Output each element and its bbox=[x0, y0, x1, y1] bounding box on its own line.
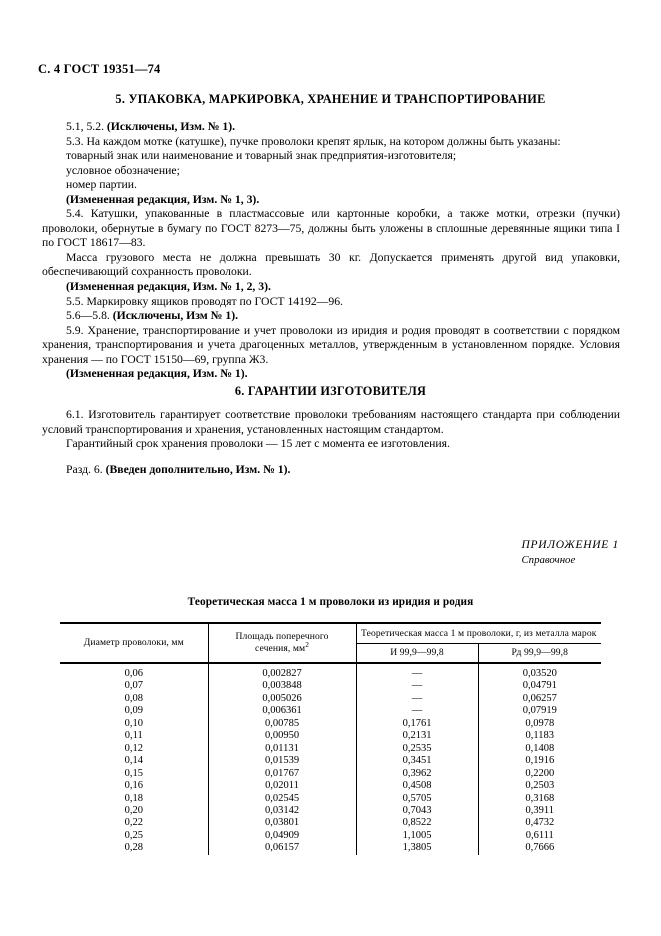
paragraph-5-6-5-8 bbox=[42, 309, 620, 324]
cell-area: 0,02011 bbox=[208, 780, 356, 792]
paragraph-razd-6 bbox=[42, 463, 620, 478]
mass-table-wrapper bbox=[60, 622, 601, 855]
section-5-heading: 5. УПАКОВКА, МАРКИРОВКА, ХРАНЕНИЕ И ТРАНСПОРТИРОВАНИЕ bbox=[115, 92, 546, 106]
table-row bbox=[60, 730, 601, 742]
cell-iridium: 0,2131 bbox=[356, 730, 478, 742]
cell-area: 0,005026 bbox=[208, 693, 356, 705]
cell-iridium: 0,3451 bbox=[356, 755, 478, 767]
paragraph-mass: Масса грузового места не должна превышать 30 кг. Допускается применять другой вид упаковки, обеспечивающий сохранность проволоки. bbox=[42, 250, 620, 279]
paragraph-revision-1-bold: (Измененная редакция, Изм. № 1, 3). bbox=[66, 192, 260, 206]
cell-iridium: 0,4508 bbox=[356, 780, 478, 792]
table-row bbox=[60, 768, 601, 780]
cell-rhodium: 0,06257 bbox=[478, 693, 601, 705]
cell-diameter: 0,16 bbox=[124, 780, 143, 792]
cell-area: 0,003848 bbox=[208, 680, 356, 692]
cell-area: 0,04909 bbox=[208, 830, 356, 842]
table-row bbox=[60, 718, 601, 730]
paragraph-5-5: 5.5. Маркировку ящиков проводят по ГОСТ 14192—96. bbox=[66, 294, 343, 308]
paragraph-razd-6-text: Разд. 6. bbox=[66, 462, 106, 476]
cell-rhodium: 0,03520 bbox=[478, 663, 601, 680]
paragraph-6-1: 6.1. Изготовитель гарантирует соответствие проволоки требованиям настоящего стандарта при соблюдении условий транспортирования и хранения, установленных настоящим стандартом. bbox=[42, 408, 620, 436]
cell-diameter: 0,22 bbox=[124, 817, 143, 829]
cell-rhodium: 0,0978 bbox=[478, 718, 601, 730]
table-row bbox=[60, 743, 601, 755]
cell-area: 0,002827 bbox=[208, 663, 356, 680]
cell-iridium: — bbox=[356, 693, 478, 705]
cell-area: 0,01131 bbox=[208, 743, 356, 755]
paragraph-mark-3: номер партии. bbox=[66, 178, 137, 192]
table-row bbox=[60, 805, 601, 817]
cell-iridium: 0,5705 bbox=[356, 793, 478, 805]
appendix-marker bbox=[521, 538, 619, 567]
cell-area: 0,02545 bbox=[208, 793, 356, 805]
table-body bbox=[60, 663, 601, 855]
table-row bbox=[60, 663, 601, 680]
table-row bbox=[60, 680, 601, 692]
cell-diameter: 0,07 bbox=[124, 680, 143, 692]
cell-iridium: 0,3962 bbox=[356, 768, 478, 780]
cell-rhodium: 0,4732 bbox=[478, 817, 601, 829]
cell-iridium: 1,1005 bbox=[356, 830, 478, 842]
cell-iridium: — bbox=[356, 663, 478, 680]
table-row bbox=[60, 842, 601, 854]
header-diameter: Диаметр проволоки, мм bbox=[60, 623, 208, 663]
cell-rhodium: 0,1183 bbox=[478, 730, 601, 742]
cell-area: 0,00785 bbox=[208, 718, 356, 730]
table-row bbox=[60, 693, 601, 705]
cell-rhodium: 0,3168 bbox=[478, 793, 601, 805]
cell-iridium: — bbox=[356, 705, 478, 717]
section-6-body bbox=[42, 408, 620, 477]
cell-rhodium: 0,2503 bbox=[478, 780, 601, 792]
paragraph-mark-2: условное обозначение; bbox=[66, 163, 180, 177]
cell-diameter: 0,06 bbox=[124, 668, 143, 679]
table-row bbox=[60, 817, 601, 829]
cell-iridium: — bbox=[356, 680, 478, 692]
table-header-row-1 bbox=[60, 623, 601, 644]
appendix-label: ПРИЛОЖЕНИЕ 1 bbox=[521, 539, 619, 551]
cell-area: 0,01767 bbox=[208, 768, 356, 780]
header-area-line2: сечения, мм bbox=[255, 643, 306, 654]
cell-area: 0,01539 bbox=[208, 755, 356, 767]
paragraph-warranty: Гарантийный срок хранения проволоки — 15 лет с момента ее изготовления. bbox=[66, 437, 450, 451]
header-area-superscript: 2 bbox=[305, 639, 309, 649]
cell-diameter: 0,12 bbox=[124, 742, 143, 754]
appendix-kind: Справочное bbox=[521, 553, 576, 566]
cell-rhodium: 0,3911 bbox=[478, 805, 601, 817]
cell-diameter: 0,09 bbox=[124, 705, 143, 717]
cell-rhodium: 0,07919 bbox=[478, 705, 601, 717]
paragraph-5-4: 5.4. Катушки, упакованные в пластмассовые или картонные коробки, а также мотки, отрезки (пучки) проволоки, обернутые в бумагу по ГОСТ 8273—75, должны быть уложены в сплошные деревянные ящики типа I по ГОСТ 18617—83. bbox=[42, 207, 620, 250]
paragraph-razd-6-bold: (Введен дополнительно, Изм. № 1). bbox=[105, 462, 291, 476]
header-area bbox=[208, 623, 356, 663]
cell-area: 0,06157 bbox=[208, 842, 356, 854]
paragraph-revision-3 bbox=[42, 367, 620, 382]
header-iridium: И 99,9—99,8 bbox=[356, 644, 478, 664]
cell-diameter: 0,08 bbox=[124, 692, 143, 704]
cell-diameter: 0,15 bbox=[124, 767, 143, 779]
cell-area: 0,006361 bbox=[208, 705, 356, 717]
header-rhodium: Рд 99,9—99,8 bbox=[478, 644, 601, 664]
paragraph-5-6-5-8-bold: (Исключены, Изм № 1). bbox=[112, 309, 239, 323]
paragraph-5-1-5-2 bbox=[42, 120, 620, 135]
paragraph-spacer bbox=[42, 452, 620, 463]
cell-iridium: 0,7043 bbox=[356, 805, 478, 817]
cell-diameter: 0,14 bbox=[124, 755, 143, 767]
cell-area: 0,03142 bbox=[208, 805, 356, 817]
cell-rhodium: 0,1408 bbox=[478, 743, 601, 755]
cell-iridium: 1,3805 bbox=[356, 842, 478, 854]
paragraph-5-9: 5.9. Хранение, транспортирование и учет проволоки из иридия и родия проводят в соответствии с порядком хранения, транспортирования и учета драгоценных металлов, утвержденным в установленном порядке. Условия хранения — по ГОСТ 15150—69, группа Ж3. bbox=[42, 323, 620, 366]
cell-iridium: 0,8522 bbox=[356, 817, 478, 829]
section-5-body bbox=[42, 120, 620, 382]
table-title: Теоретическая масса 1 м проволоки из иридия и родия bbox=[187, 596, 474, 608]
cell-diameter: 0,18 bbox=[124, 792, 143, 804]
cell-diameter: 0,25 bbox=[124, 829, 143, 841]
paragraph-revision-3-bold: (Измененная редакция, Изм. № 1). bbox=[66, 367, 248, 381]
cell-rhodium: 0,1916 bbox=[478, 755, 601, 767]
table-head bbox=[60, 623, 601, 663]
table-row bbox=[60, 755, 601, 767]
table-row bbox=[60, 793, 601, 805]
cell-diameter: 0,10 bbox=[124, 717, 143, 729]
cell-rhodium: 0,2200 bbox=[478, 768, 601, 780]
cell-iridium: 0,1761 bbox=[356, 718, 478, 730]
cell-rhodium: 0,6111 bbox=[478, 830, 601, 842]
paragraph-5-1-5-2-text: 5.1, 5.2. bbox=[66, 120, 107, 133]
cell-rhodium: 0,04791 bbox=[478, 680, 601, 692]
theoretical-mass-table bbox=[60, 622, 601, 855]
cell-diameter: 0,11 bbox=[124, 730, 143, 742]
cell-diameter: 0,28 bbox=[124, 842, 143, 854]
paragraph-revision-1 bbox=[42, 193, 620, 208]
cell-area: 0,03801 bbox=[208, 817, 356, 829]
table-row bbox=[60, 780, 601, 792]
cell-diameter: 0,20 bbox=[124, 804, 143, 816]
header-area-line1: Площадь поперечного bbox=[235, 631, 329, 642]
paragraph-5-3: 5.3. На каждом мотке (катушке), пучке проволоки крепят ярлык, на котором должны быть указаны: bbox=[66, 134, 561, 148]
paragraph-revision-2 bbox=[42, 280, 620, 295]
table-row bbox=[60, 705, 601, 717]
paragraph-5-6-5-8-text: 5.6—5.8. bbox=[66, 309, 113, 323]
table-row bbox=[60, 830, 601, 842]
paragraph-5-1-5-2-bold: (Исключены, Изм. № 1). bbox=[106, 120, 236, 133]
section-6-heading: 6. ГАРАНТИИ ИЗГОТОВИТЕЛЯ bbox=[234, 384, 427, 398]
cell-rhodium: 0,7666 bbox=[478, 842, 601, 854]
paragraph-mark-1: товарный знак или наименование и товарный знак предприятия-изготовителя; bbox=[66, 149, 457, 163]
paragraph-revision-2-bold: (Измененная редакция, Изм. № 1, 2, 3). bbox=[66, 280, 271, 294]
cell-area: 0,00950 bbox=[208, 730, 356, 742]
cell-iridium: 0,2535 bbox=[356, 743, 478, 755]
header-mass-group: Теоретическая масса 1 м проволоки, г, из металла марок bbox=[356, 623, 601, 644]
running-head: С. 4 ГОСТ 19351—74 bbox=[38, 62, 161, 76]
